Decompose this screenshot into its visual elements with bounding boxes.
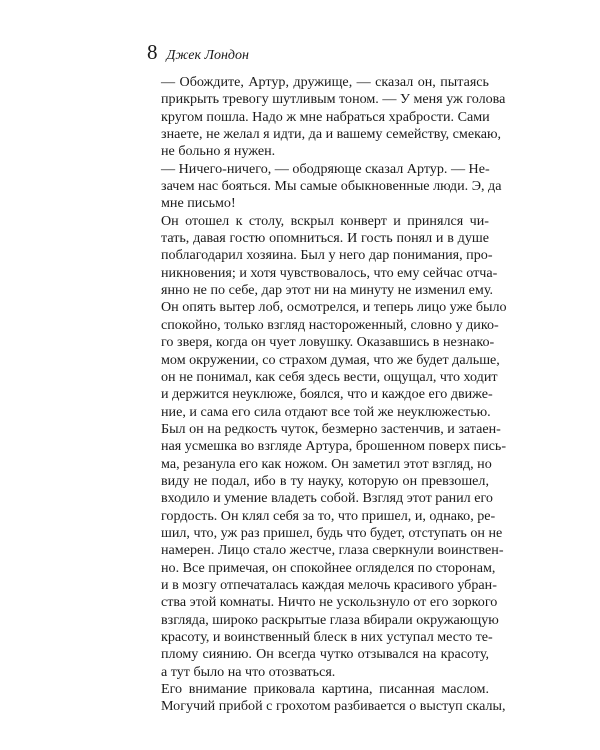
text-line: он не понимал, как себя здесь вести, ощущал, что ходит (161, 368, 498, 385)
text-line: знаете, не желал я идти, да и вашему семейству, смекаю, (161, 126, 502, 143)
body-text (147, 74, 507, 716)
text-line: — Ничего-ничего, — ободряюще сказал Артур. — Не- (161, 160, 490, 177)
running-header (147, 42, 249, 63)
paragraph (147, 160, 502, 213)
text-line: и в мозгу отпечаталась каждая мелочь красивого убран- (161, 576, 497, 593)
text-line: — Обождите, Артур, дружище, — сказал он, пытаясь (161, 74, 489, 90)
text-line: прикрыть тревогу шутливым тоном. — У меня уж голова (161, 91, 506, 108)
text-line: мне письмо! (161, 195, 236, 212)
text-line: поблагодарил хозяина. Был у него дар понимания, про- (161, 247, 493, 264)
text-line: зачем нас бояться. Мы самые обыкновенные люди. Э, да (161, 178, 502, 195)
text-line: но. Все примечая, он спокойнее огляделся по сторонам, (161, 559, 496, 576)
text-line: кругом пошла. Надо ж мне набраться храбрости. Сами (161, 108, 490, 125)
text-line: Его внимание приковала картина, писанная маслом. (161, 681, 489, 698)
paragraph (147, 212, 507, 681)
text-line: а тут было на что отозваться. (161, 663, 336, 680)
text-line: входило и умение владеть собой. Взгляд этот ранил его (161, 490, 493, 507)
text-line: ная усмешка во взгляде Артура, брошенном поверх пись- (161, 438, 507, 455)
text-line: Могучий прибой с грохотом разбивается о выступ скалы, (161, 698, 506, 715)
text-line: никновения; и хотя чувствовалось, что ему сейчас отча- (161, 264, 498, 281)
text-line: мом окружении, со страхом думая, что же будет дальше, (161, 351, 500, 368)
text-line: плому сиянию. Он всегда чутко отзывался на красоту, (161, 646, 489, 663)
text-line: намерен. Лицо стало жестче, глаза сверкнули воинствен- (161, 542, 504, 559)
text-line: го зверя, когда он чует ловушку. Оказавшись в незнако- (161, 334, 495, 351)
text-line: ства этой комнаты. Ничто не ускользнуло от его зоркого (161, 594, 498, 611)
text-line: виду не подал, ибо в ту науку, которую он превзошел, (161, 472, 489, 489)
text-line: янно не по себе, дар этот ни на минуту не изменил ему. (161, 282, 494, 299)
paragraph (147, 681, 506, 716)
text-line: гордость. Он клял себя за то, что пришел, и, однако, ре- (161, 507, 496, 524)
text-line: ние, и сама его сила отдают все той же неуклюжестью. (161, 403, 491, 420)
text-line: ма, резанула его как ножом. Он заметил этот взгляд, но (161, 455, 492, 472)
text-line: Он опять вытер лоб, осмотрелся, и теперь лицо уже было (161, 299, 507, 316)
text-line: Он отошел к столу, вскрыл конверт и принялся чи- (161, 212, 489, 229)
text-line: Был он на редкость чуток, безмерно застенчив, и затаен- (161, 420, 501, 437)
running-title-author: Джек Лондон (166, 48, 249, 63)
text-line: красоту, и воинственный блеск в них уступал место те- (161, 629, 493, 645)
text-line: шил, что, уж раз пришел, будь что будет, отступать он не (161, 524, 503, 541)
text-line: тать, давая гостю опомниться. И гость понял и в душе (161, 230, 489, 247)
page-number: 8 (147, 40, 158, 64)
text-line: спокойно, только взгляд настороженный, словно у дико- (161, 316, 499, 333)
paragraph (147, 74, 506, 161)
text-line: взгляда, широко раскрытые глаза вбирали окружающую (161, 611, 499, 628)
text-line: не больно я нужен. (161, 143, 276, 160)
text-line: и держится неуклюже, боялся, что и каждое его движе- (161, 386, 493, 403)
